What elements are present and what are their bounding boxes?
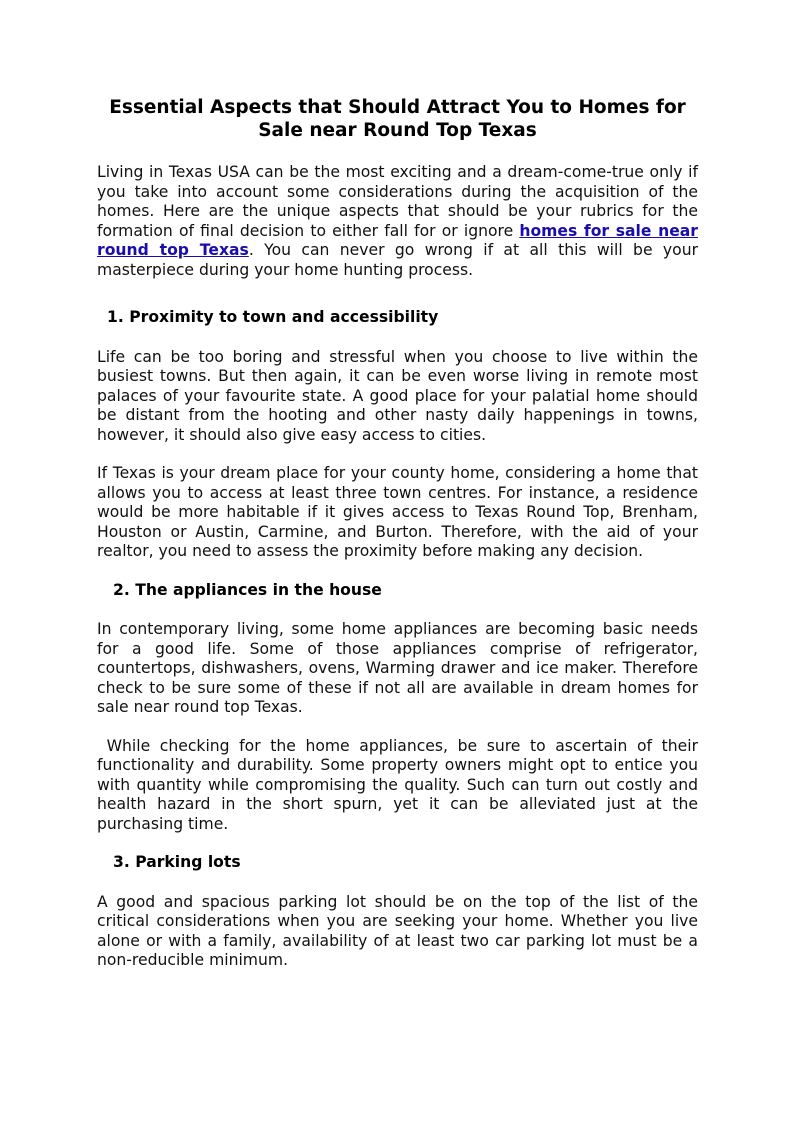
section-2-paragraph-2: While checking for the home appliances, be sure to ascertain of their functionality and durability. Some property owners might opt to entice you with quantity while compromising the quality. Such can turn out costly and health hazard in the short spurn, yet it can be alleviated just at the purchasing time.: [97, 736, 698, 833]
section-1-paragraph-2: If Texas is your dream place for your county home, considering a home that allows you to access at least three town centres. For instance, a residence would be more habitable if it gives access to Texas Round Top, Brenham, Houston or Austin, Carmine, and Burton. Therefore, with the aid of your realtor, you need to assess the proximity before making any decision.: [97, 464, 698, 560]
section-heading-proximity: 1. Proximity to town and accessibility: [107, 308, 439, 326]
section-heading-appliances: 2. The appliances in the house: [113, 580, 382, 599]
intro-paragraph: [97, 163, 698, 280]
page-title: Essential Aspects that Should Attract You to Homes for Sale near Round Top Texas: [109, 97, 686, 141]
section-3-paragraph-1: A good and spacious parking lot should be on the top of the list of the critical considerations when you are seeking your home. Whether you live alone or with a family, availability of at least two car parking lot must be a non-reducible minimum.: [97, 892, 698, 969]
section-1-paragraph-1: Life can be too boring and stressful when you choose to live within the busiest towns. But then again, it can be even worse living in remote most palaces of your favourite state. A good place for your palatial home should be distant from the hooting and other nasty daily happenings in towns, however, it should also give easy access to cities.: [97, 347, 698, 444]
document-page: [97, 96, 698, 971]
section-heading-parking: 3. Parking lots: [113, 853, 241, 871]
intro-text-after-link: . You can never go wrong if at all this will be your masterpiece during your home hunting process.: [97, 241, 698, 279]
homes-for-sale-link[interactable]: homes for sale near round top Texas: [97, 221, 698, 259]
intro-text-before-link: Living in Texas USA can be the most exciting and a dream-come-true only if you take into account some considerations during the acquisition of the homes. Here are the unique aspects that should be your rubrics for the formation of final decision to either fall for or ignore: [97, 163, 698, 240]
section-2-paragraph-1: In contemporary living, some home appliances are becoming basic needs for a good life. Some of those appliances comprise of refrigerator, countertops, dishwashers, ovens, Warming drawer and ice maker. Therefore check to be sure some of these if not all are available in dream homes for sale near round top Texas.: [97, 620, 698, 716]
